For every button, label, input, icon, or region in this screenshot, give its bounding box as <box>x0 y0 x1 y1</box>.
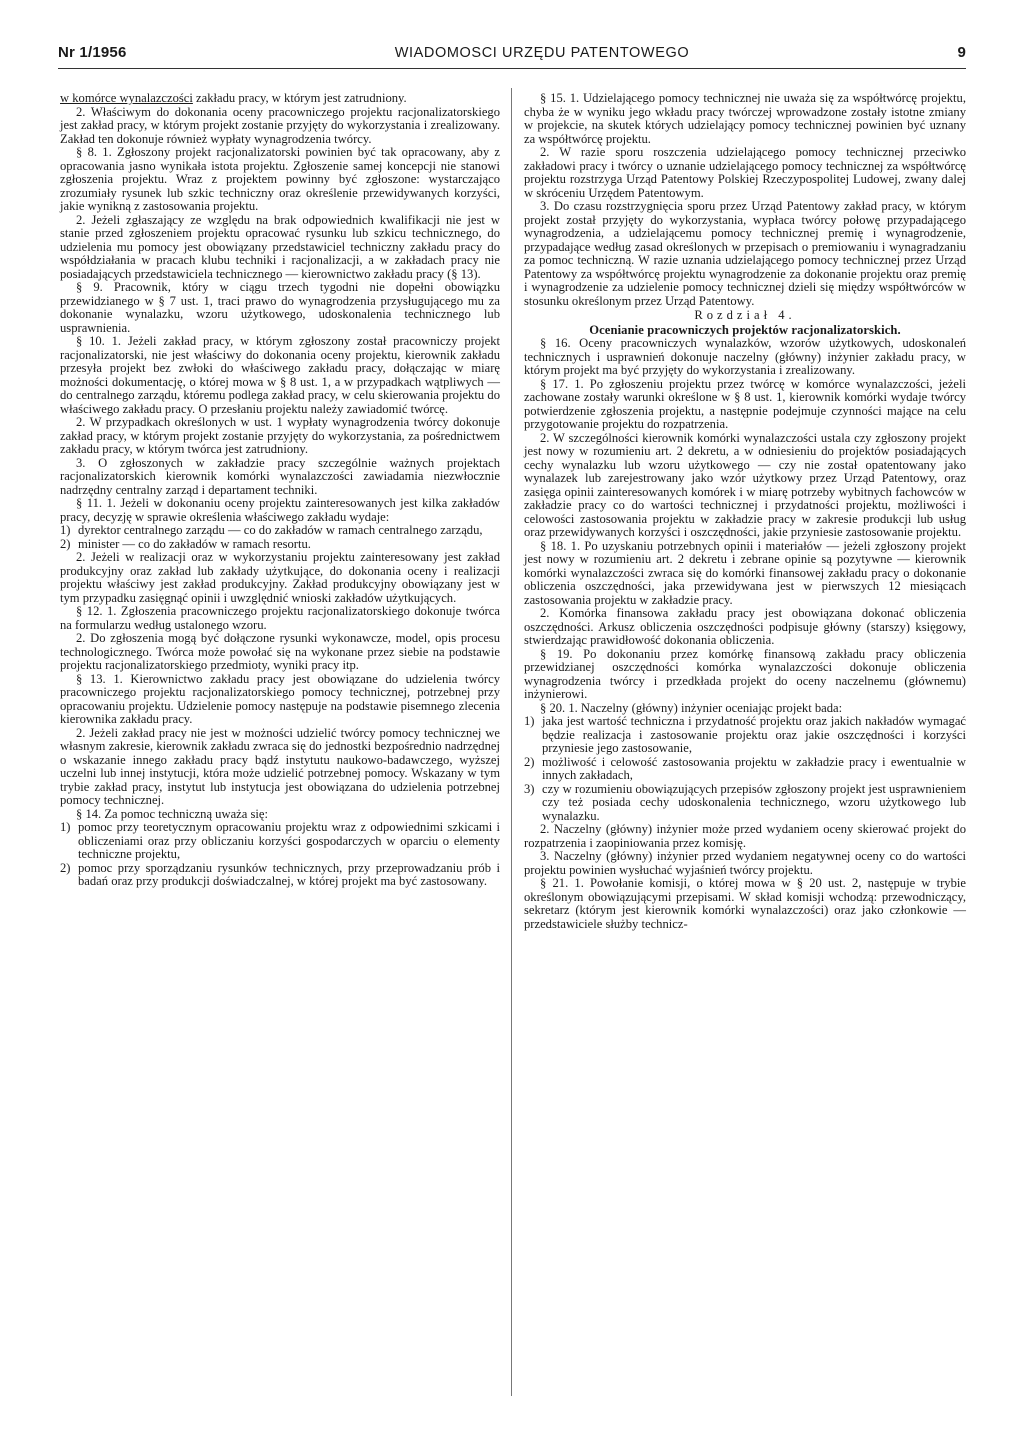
paragraph: § 16. Oceny pracowniczych wynalazków, wzorów użytkowych, udoskonaleń technicznych i usprawnień dokonuje naczelny (główny) inżynier zakładu pracy, w którym projekt ma być przyjęty do wykorzystania i zrealizowany. <box>524 336 966 377</box>
paragraph: 2. Komórka finansowa zakładu pracy jest obowiązana dokonać obliczenia oszczędności. Arkusz obliczenia oszczędności podpisuje główny (starszy) księgowy, stwierdzając prawidłowość dokonania obliczenia. <box>524 606 966 647</box>
paragraph: 3. O zgłoszonych w zakładzie pracy szczególnie ważnych projektach racjonalizatorskich kierownik komórki wynalazczości zawiadamia niezwłocznie nadrzędny centralny zarząd i departament techniki. <box>60 455 500 497</box>
list-text: jaka jest wartość techniczna i przydatność projektu oraz jakich nakładów wymagać będzie realizacja i zastosowanie projektu oraz jakie oszczędności i korzyści przyniesie jego zastosowanie, <box>542 714 966 755</box>
paragraph: § 10. 1. Jeżeli zakład pracy, w którym zgłoszony został pracowniczy projekt racjonalizatorski, nie jest właściwy do dokonania oceny projektu, kierownik zakładu przesyła projekt bez zwłoki do właściwego zakładu pracy, dołączając w miarę możności dokumentację, o której mowa w § 8 ust. 1, a w przypadkach wątpliwych — do centralnego zarządu, któremu podlega zakład pracy, w celu skierowania projektu do właściwego zakładu pracy. O przesłaniu projektu należy zawiadomić twórcę. <box>60 334 500 416</box>
issue-number: Nr 1/1956 <box>58 44 127 61</box>
paragraph: § 9. Pracownik, który w ciągu trzech tygodni nie dopełni obowiązku przewidzianego w § 7 ust. 1, traci prawo do wynagrodzenia przysługującego mu za dokonanie wynalazku, wzoru użytkowego, udoskonalenia technicznego lub usprawnienia. <box>60 280 500 335</box>
paragraph: 2. W przypadkach określonych w ust. 1 wypłaty wynagrodzenia twórcy dokonuje zakład pracy, w którym projekt zostanie przyjęty do wykorzystania, za pośrednictwem zakładu pracy, w którym twórca jest zatrudniony. <box>60 415 500 456</box>
chapter-heading: Rozdział 4. <box>694 308 796 322</box>
list-text: pomoc przy sporządzaniu rysunków technicznych, przy przeprowadzaniu prób i badań oraz przy produkcji doświadczalnej, w której projekt ma być zastosowany. <box>78 860 500 888</box>
list-text: minister — co do zakładów w ramach resortu. <box>78 536 311 551</box>
paragraph: § 21. 1. Powołanie komisji, o której mowa w § 20 ust. 2, następuje w trybie określonym obowiązującymi przepisami. W skład komisji wchodzą: przewodniczący, sekretarz (którym jest kierownik komórki wynalazczości) oraz jako członkowie — przedstawiciele służby technicz- <box>524 876 966 931</box>
intro-rest: zakładu pracy, w którym jest zatrudniony. <box>192 91 407 105</box>
list <box>60 821 500 889</box>
paragraph: 2. Jeżeli w realizacji oraz w wykorzystaniu projektu zainteresowany jest zakład produkcyjny oraz zakład lub zakłady użytkujące, do dokonania oceny i realizacji projektu właściwy jest zakład produkcyjny. Zakład produkcyjny obowiązany jest w tym przypadku zasięgnąć opinii i uwzględnić wnioski zakładów użytkujących. <box>60 550 500 605</box>
list-number: 1) <box>60 820 71 834</box>
chapter-title: Ocenianie pracowniczych projektów racjonalizatorskich. <box>589 322 901 337</box>
list-number: 2) <box>524 754 535 769</box>
paragraph: § 12. 1. Zgłoszenia pracowniczego projektu racjonalizatorskiego dokonuje twórca na formularzu według ustalonego wzoru. <box>60 604 500 632</box>
paragraph: 2. W razie sporu roszczenia udzielającego pomocy technicznej przeciwko zakładowi pracy i twórcy o uznanie udzielającego pomocy technicznej za współtwórcę projektu rozstrzyga Urząd Patentowy Polskiej Rzeczypospolitej Ludowej, zwany dalej w skróceniu Urzędem Patentowym. <box>524 145 966 200</box>
list-number: 2) <box>60 860 71 875</box>
column-divider <box>511 88 512 1396</box>
paragraph: 2. Jeżeli zgłaszający ze względu na brak odpowiednich kwalifikacji nie jest w stanie przed zgłoszeniem projektu opracować rysunku lub szkicu technicznego, do udzielenia mu pomocy jest obowiązany przedstawiciel techniczny zakładu pracy do współdziałania w pracach klubu techniki i racjonalizacji, a w zakładach pracy nie posiadających przedstawiciela technicznego — kierownictwo zakładu pracy (§ 13). <box>60 212 500 281</box>
intro-paragraph <box>60 92 500 106</box>
list-text: czy w rozumieniu obowiązujących przepisów zgłoszony projekt jest usprawnieniem czy też posiada cechy udoskonalenia technicznego, wzoru użytkowego lub wynalazku. <box>542 781 966 823</box>
list-item <box>524 715 966 756</box>
list-number: 3) <box>524 781 535 796</box>
paragraph: § 8. 1. Zgłoszony projekt racjonalizatorski powinien być tak opracowany, aby z opracowania jasno wynikała istota projektu. Zgłoszenie samej koncepcji nie stanowi zgłoszenia projektu. Wraz z projektem powinny być zgłoszone: wystarczająco zrozumiały rysunek lub szkic techniczny oraz określenie przewidywanych korzyści, jakie wynikną z zastosowania projektu. <box>60 145 500 213</box>
list-text: możliwość i celowość zastosowania projektu w zakładzie pracy i ewentualnie w innych zakładach, <box>542 754 966 782</box>
paragraph: § 18. 1. Po uzyskaniu potrzebnych opinii i materiałów — jeżeli zgłoszony projekt jest nowy w rozumieniu art. 2 dekretu i zebrane opinie są pozytywne — kierownik komórki wynalazczości zwraca się do komórki finansowej zakładu pracy o dokonanie obliczenia oszczędności, jaka przewidywana jest w pierwszych 12 miesiącach zastosowania projektu w zakładzie pracy. <box>524 538 966 607</box>
list-item <box>60 821 500 862</box>
list <box>60 524 500 551</box>
header-rule <box>58 68 966 69</box>
paragraph: § 17. 1. Po zgłoszeniu projektu przez twórcę w komórce wynalazczości, jeżeli zachowane zostały warunki określone w § 8 ust. 1, kierownik komórki wydaje twórcy potwierdzenie zgłoszenia projektu, a następnie podejmuje czynności mające na celu przygotowanie projektu do rozpatrzenia. <box>524 376 966 431</box>
paragraph: 2. W szczególności kierownik komórki wynalazczości ustala czy zgłoszony projekt jest nowy w rozumieniu art. 2 dekretu, a w odniesieniu do projektów posiadających cechy wynalazku lub wzoru użytkowego — czy nie został opatentowany jako wynalazek lub zarejestrowany jako wzór użytkowy przez Urząd Patentowy, oraz zasięga opinii zainteresowanych komórek i w miarę potrzeby wybitnych fachowców w zakładzie pracy co do wartości technicznej i przydatności projektu, możliwości i celowości zastosowania projektu w zakładzie pracy w zakresie produkcji lub usług oraz przewidywanych korzyści i oszczędności, jakie przyniesie zastosowanie projektu. <box>524 430 966 539</box>
left-column <box>60 92 500 1408</box>
paragraph: 3. Naczelny (główny) inżynier przed wydaniem negatywnej oceny co do wartości projektu powinien wysłuchać wyjaśnień twórcy projektu. <box>524 849 966 877</box>
paragraph: 2. Naczelny (główny) inżynier może przed wydaniem oceny skierować projekt do rozpatrzenia i zaopiniowania przez komisję. <box>524 822 966 850</box>
paragraph: § 11. 1. Jeżeli w dokonaniu oceny projektu zainteresowanych jest kilka zakładów pracy, decyzję w sprawie określenia właściwego zakładu wydaje: <box>60 496 500 524</box>
list-item <box>524 756 966 783</box>
list-item <box>60 538 500 552</box>
right-column <box>524 92 966 1408</box>
list-number: 2) <box>60 536 71 551</box>
paragraph: 2. Jeżeli zakład pracy nie jest w możności udzielić twórcy pomocy technicznej we własnym zakresie, kierownik zakładu zwraca się do jednostki bezpośrednio nadrzędnej o wskazanie innego zakładu pracy bądź instytutu naukowo-badawczego, wyższej uczelni lub innej instytucji, która może udzielić potrzebnej pomocy. Wskazany w tym trybie zakład pracy, instytut lub instytucja jest obowiązana do udzielenia potrzebnej pomocy technicznej. <box>60 725 500 807</box>
journal-title: WIADOMOSCI URZĘDU PATENTOWEGO <box>394 45 690 61</box>
page-header <box>58 44 966 66</box>
list <box>524 715 966 823</box>
paragraph: § 20. 1. Naczelny (główny) inżynier oceniając projekt bada: <box>540 700 843 715</box>
paragraph: § 15. 1. Udzielającego pomocy technicznej nie uważa się za współtwórcę projektu, chyba że w wyniku jego wkładu pracy twórczej wprowadzone zostały istotne zmiany w projekcie, na skutek których udzielający pomocy technicznej powinien być uznany za współtwórcę projektu. <box>524 91 966 146</box>
list-number: 1) <box>524 714 535 728</box>
paragraph: § 19. Po dokonaniu przez komórkę finansową zakładu pracy obliczenia przewidzianej oszczędności komórka wynalazczości dokonuje obliczenia wynagrodzenia twórcy i przedkłada projekt do oceny naczelnemu (głównemu) inżynierowi. <box>524 646 966 701</box>
paragraph: § 13. 1. Kierownictwo zakładu pracy jest obowiązane do udzielenia twórcy pracowniczego projektu racjonalizatorskiego pomocy technicznej, potrzebnej przy opracowaniu projektu. Udzielenie pomocy następuje na podstawie pisemnego zlecenia kierownika zakładu pracy. <box>60 671 500 726</box>
list-item <box>524 783 966 824</box>
list-text: dyrektor centralnego zarządu — co do zakładów w ramach centralnego zarządu, <box>78 523 483 537</box>
list-text: pomoc przy teoretycznym opracowaniu projektu wraz z odpowiednimi szkicami i obliczeniami oraz przy obliczaniu korzyści gospodarczych w oparciu o elementy techniczne projektu, <box>78 820 500 861</box>
paragraph: § 14. Za pomoc techniczną uważa się: <box>76 806 268 821</box>
intro-underlined: w komórce wynalazczości <box>60 91 193 105</box>
paragraph: 3. Do czasu rozstrzygnięcia sporu przez Urząd Patentowy zakład pracy, w którym projekt został przyjęty do wykorzystania, wypłaca twórcy połowę przypadającego wynagrodzenia, a udzielającemu pomocy technicznej premię i wynagrodzenie, przypadające według zasad określonych w przepisach o premiowaniu i wynagradzaniu za pomoc techniczną. W razie uznania udzielającego pomocy technicznej przez Urząd Patentowy za współtwórcę projektu wynagrodzenie za dokonanie projektu oraz premię i wynagrodzenie za udzielenie pomocy technicznej dzieli się między współtwórców w stosunku określonym przez Urząd Patentowy. <box>524 199 966 308</box>
list-item <box>60 524 500 538</box>
page-number: 9 <box>957 44 966 61</box>
paragraph: 2. Do zgłoszenia mogą być dołączone rysunki wykonawcze, model, opis procesu technologicznego. Twórca może powołać się na wykonane przez siebie na podstawie projektu racjonalizatorskiego przedmioty, wyniki pracy itp. <box>60 631 500 672</box>
list-item <box>60 862 500 889</box>
list-number: 1) <box>60 523 71 537</box>
paragraph: 2. Właściwym do dokonania oceny pracowniczego projektu racjonalizatorskiego jest zakład pracy, w którym projekt zostanie przyjęty do wykorzystania i zrealizowany. Zakład ten dokonuje również wypłaty wynagrodzenia twórcy. <box>60 104 500 146</box>
